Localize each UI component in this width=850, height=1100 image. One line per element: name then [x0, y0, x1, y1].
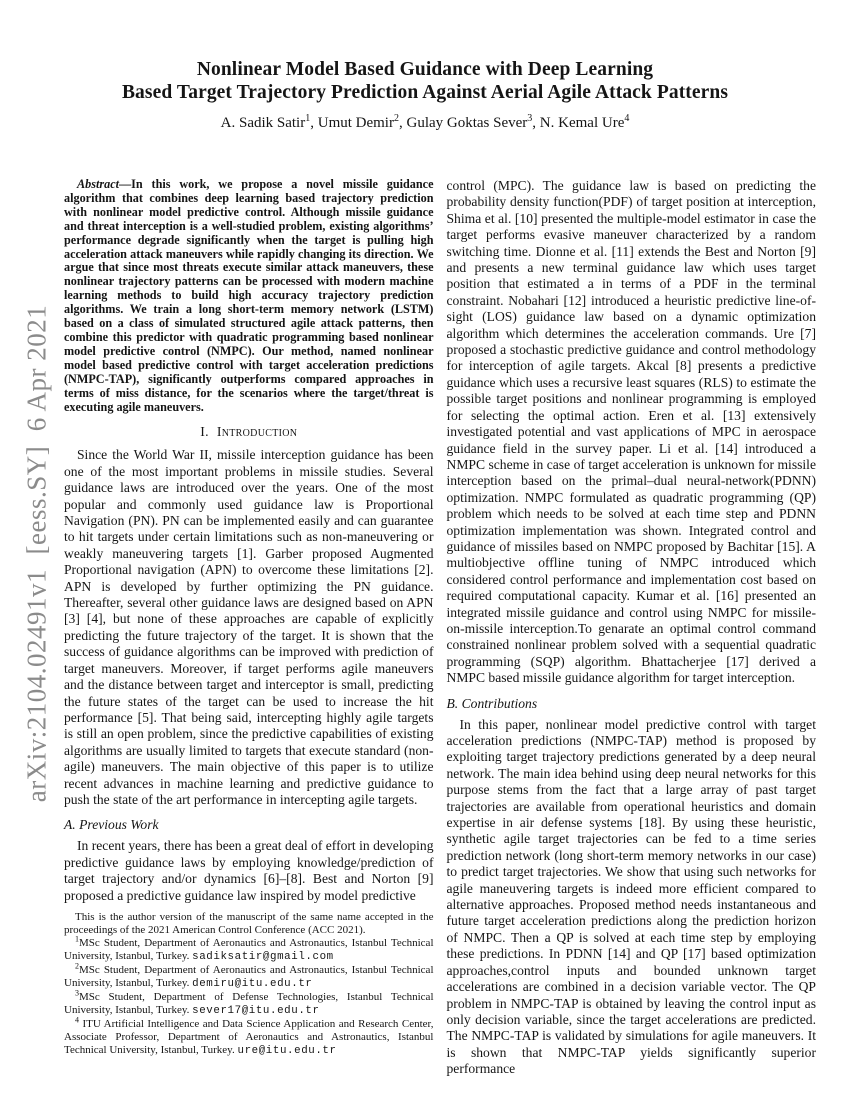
author-affiliation-superscript: 2 — [393, 113, 399, 124]
subsection-heading-contributions: B. Contributions — [446, 695, 538, 711]
abstract-label: Abstract — [77, 177, 119, 191]
two-column-body — [64, 178, 816, 1078]
footnote-text: MSc Student, Department of Aeronautics and Astronautics, Istanbul Technical University, Istanbul, Turkey. — [64, 963, 434, 989]
introduction-paragraph: Since the World War II, missile interception guidance has been one of the most important problems in missile studies. Several guidance laws are introduced over the years. One of the most popular and commonly used guidance law is Proportional Navigation (PN). PN can be implemented easily and can guarantee to hit targets under certain limitations such as non-maneuvering or weakly maneuvering targets [1]. Garber proposed Augmented Proportional navigation (APN) to overcome these limitations [2]. APN is developed by further optimizing the PN guidance. Thereafter, several other guidance laws are designed based on APN [3] [4], but none of these approaches are capable of explicitly predicting the future trajectory of the target. It is shown that the success of guidance algorithms can be improved with prediction of target maneuvers. Moreover, if target performs agile maneuvers and the distance between target and interceptor is small, predicting the future states of the target can be used to increase the hit performance [5]. That being said, intercepting highly agile targets is still an open problem, since the predictive capabilities of existing algorithms are usually limited to targets that execute standard (non-agile) maneuvers. The main objective of this paper is to utilize recent advances in machine learning and predictive guidance to push the state of the art performance in intercepting agile targets. — [64, 447, 434, 807]
footnote — [64, 1015, 434, 1058]
contributions-paragraph: In this paper, nonlinear model predictive control with target acceleration predictions (NMPC-TAP) method is proposed by exploiting target trajectory predictions generated by a deep neural network. The main idea behind using deep neural networks for this purpose stems from the fact that a large array of past target trajectories are available from operational heuristics and domain expertise in air defense systems [18]. By using these heuristic, synthetic agile target trajectories can be fed to a time series prediction network (long short-term memory networks in our case) to predict target trajectories. We show that using such networks for agile maneuvering targets is indeed more efficient compared to alternative approaches. Proposed method needs instantaneous and future target acceleration predictions along the prediction horizon of NMPC. Then a QP is solved at each time step by employing these predictions. In PDNN [14] and QP [17] based optimization approaches,control inputs and bounded unknown target accelerations are combined in a decision variable vector. The QP problem in NMPC-TAP is obtained by leaving the control input as only decision variable, since the target accelerations are predicted. The NMPC-TAP is validated by simulations for agile maneuvers. It is shown that NMPC-TAP yields significantly superior performance — [446, 716, 816, 1077]
footnote-text: MSc Student, Department of Defense Technologies, Istanbul Technical University, Istanbul, Turkey. — [64, 990, 434, 1016]
title-block — [0, 0, 850, 132]
footnote — [64, 988, 434, 1018]
footnote — [64, 911, 434, 937]
abstract — [64, 178, 434, 414]
author-footnotes — [64, 911, 434, 1058]
footnote-email: demiru@itu.edu.tr — [192, 977, 313, 990]
author-affiliation-superscript: 1 — [305, 113, 311, 124]
footnote-marker: 4 — [75, 1015, 79, 1025]
arxiv-watermark: arXiv:2104.02491v1 [eess.SY] 6 Apr 2021 — [21, 304, 52, 803]
footnote — [64, 961, 434, 991]
footnote-email: sadiksatir@gmail.com — [192, 950, 334, 963]
paper-title-line-2: Based Target Trajectory Prediction Against Aerial Agile Attack Patterns — [121, 82, 729, 103]
footnote-marker: 3 — [75, 988, 79, 998]
author-affiliation-superscript: 3 — [527, 113, 533, 124]
footnote-marker: 2 — [75, 961, 79, 971]
previous-work-paragraph: In recent years, there has been a great deal of effort in developing predictive guidance laws by employing knowledge/prediction of target trajectory and/or dynamics [6]–[8]. Best and Norton [9] proposed a predictive guidance law inspired by model predictive — [64, 838, 434, 903]
previous-work-continuation-paragraph: control (MPC). The guidance law is based on predicting the probability density function(PDF) of target position at interception, Shima et al. [10] presented the multiple-model estimator in case the target performs evasive maneuver characterized by a random switching time. Dionne et al. [11] extends the Best and Norton [9] and presents a new terminal guidance law which uses target position that estimated a in terms of a PDF in the terminal constraint. Nobahari [12] introduced a heuristic predictive line-of-sight (LOS) guidance law based on a dynamic optimization algorithm which determines the acceleration commands. Ure [7] proposed a stochastic predictive guidance and control methodology for interception of agile targets. Akcal [8] presents a predictive guidance which uses a recursive least squares (RLS) to estimate the possible target positions and nonlinear programming is employed for selecting the optimal action. Eren et al. [13] extensively investigated potential and vast applications of MPC in aerospace guidance field in the survey paper. Li et al. [14] introduced a NMPC scheme in case of target acceleration is unknown for missile interception based on the primal–dual neural-network(PDNN) optimization. NMPC formulated as quadratic programming (QP) problem which needs to be solved at each time step and PDNN optimization implementation was shown. Integrated control and guidance of missiles based on NMPC proposed by Bachitar [15]. A multiobjective offline tuning of NMPC introduced which considered control performance and implementation cost based on required computational capacity. Kumar et al. [16] presented an integrated missile guidance and control using NMPC for missile-on-missile interception.To genarate an optimal control command constrained nonlinear problem solved with a sequential quadratic programming (SQP) algorithm. Bhattacherjee [17] derived a NMPC based missile guidance algorithm for target interception. — [446, 178, 816, 686]
section-heading-introduction — [64, 424, 434, 440]
author-affiliation-superscript: 4 — [624, 113, 630, 124]
footnote-email: sever17@itu.edu.tr — [192, 1004, 320, 1017]
author-name: Gulay Goktas Sever — [406, 115, 528, 131]
authors-line: A. Sadik Satir$^1$, Umut Demir$^2$, Gulay Goktas Sever$^3$, N. Kemal Ure$^4$ — [220, 113, 630, 131]
subsection-heading-previous-work: A. Previous Work — [64, 817, 159, 833]
paper-title-line-1: Nonlinear Model Based Guidance with Deep Learning — [196, 59, 654, 80]
left-column — [64, 178, 434, 1078]
footnote-text: MSc Student, Department of Aeronautics and Astronautics, Istanbul Technical University, Istanbul, Turkey. — [64, 936, 434, 962]
footnote — [64, 934, 434, 964]
paper-title — [0, 58, 850, 104]
author-name: Umut Demir — [317, 115, 394, 131]
footnote-text: ITU Artificial Intelligence and Data Science Application and Research Center, Associate Professor, Department of Aeronautics and Astronautics, Istanbul Technical University, Istanbul, Turkey. — [64, 1017, 434, 1056]
footnote-text: This is the author version of the manuscript of the same name accepted in the proceedings of the 2021 American Control Conference (ACC 2021). — [64, 910, 434, 936]
footnote-marker: 1 — [75, 934, 79, 944]
section-number: I. — [200, 424, 209, 440]
abstract-text: —In this work, we propose a novel missile guidance algorithm that combines deep learning based trajectory prediction with nonlinear model predictive control. Although missile guidance and threat interception is a well-studied problem, existing algorithms’ performance degrade significantly when the target is pulling high acceleration attack maneuvers while rapidly changing its direction. We argue that since most threats execute similar attack maneuvers, these nonlinear trajectory patterns can be processed with modern machine learning methods to build high accuracy trajectory prediction algorithms. We train a long short-term memory network (LSTM) based on a class of simulated structured agile attack patterns, then combine this predictor with quadratic programming based nonlinear model predictive control (NMPC). Our method, named nonlinear model based predictive control with target acceleration predictions (NMPC-TAP), significantly outperforms compared approaches in terms of miss distance, for the scenarios where the target/threat is executing agile maneuvers. — [64, 177, 434, 414]
author-name: N. Kemal Ure — [539, 115, 625, 131]
footnote-email: ure@itu.edu.tr — [237, 1044, 337, 1057]
right-column — [447, 178, 817, 1078]
author-name: A. Sadik Satir — [220, 115, 306, 131]
section-title: Introduction — [216, 424, 298, 440]
